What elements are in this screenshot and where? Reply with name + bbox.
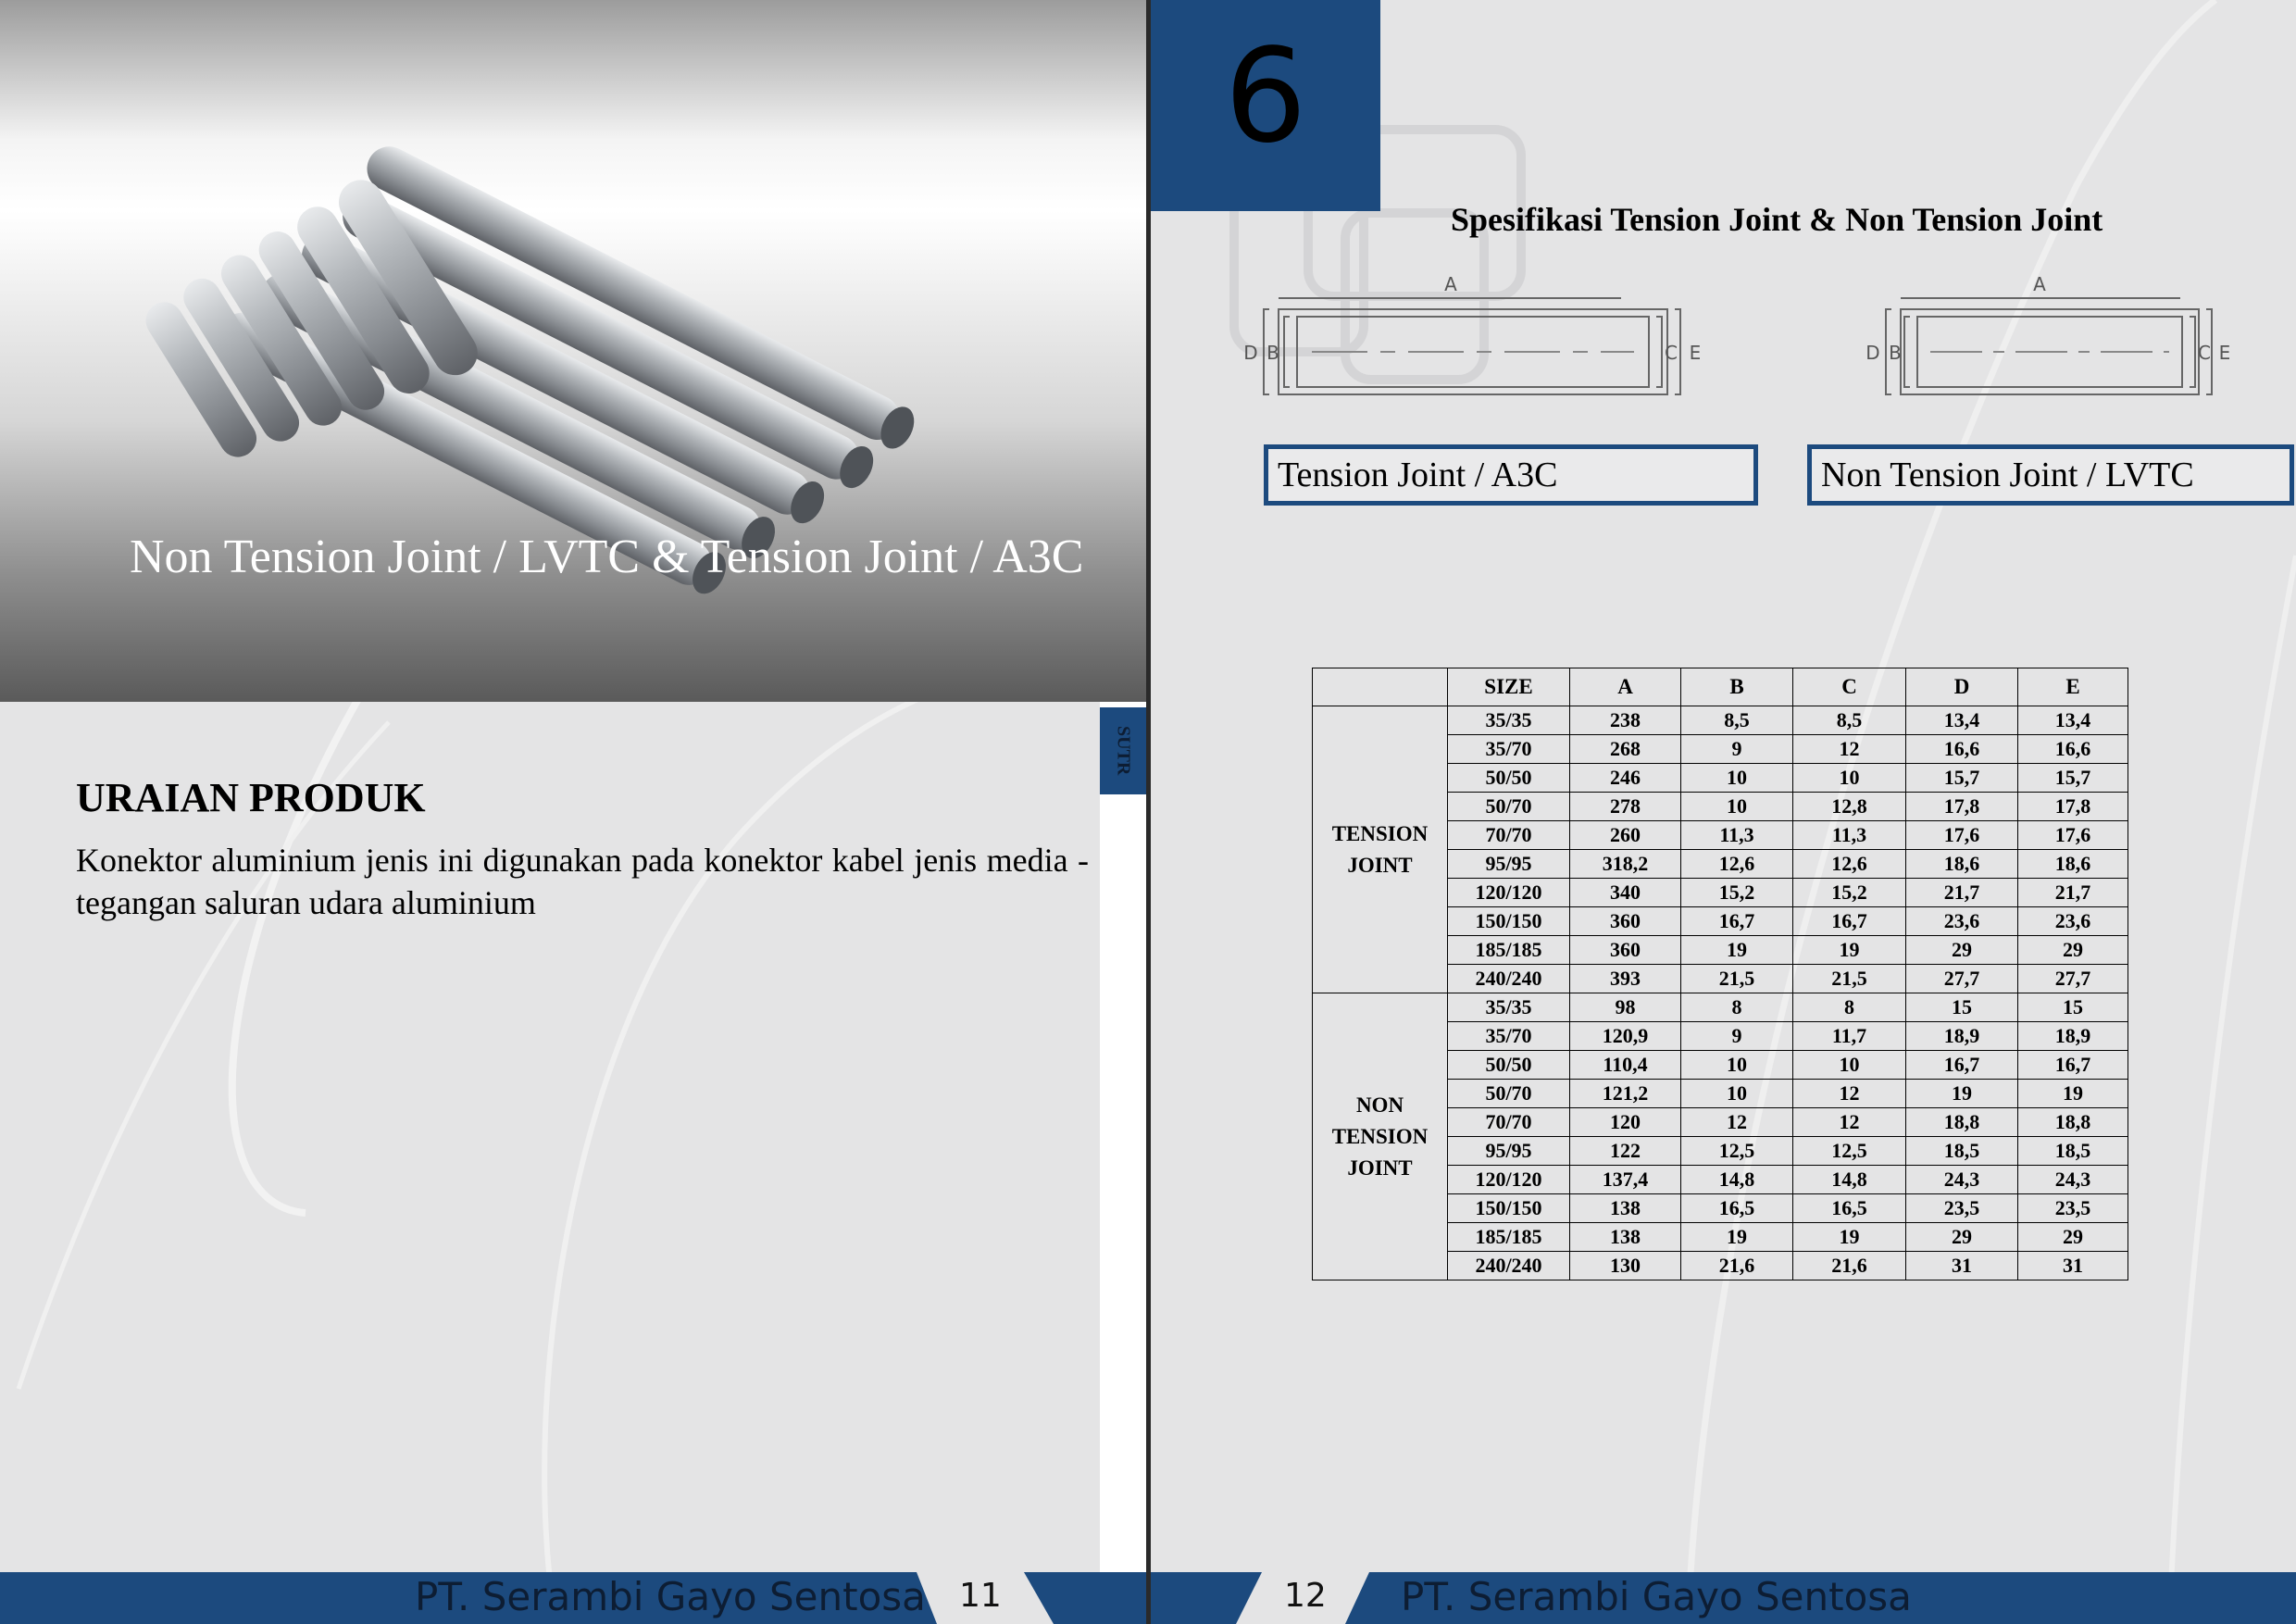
dimension-cell: 340 <box>1570 879 1681 907</box>
dimension-cell: 21,6 <box>1793 1252 1906 1280</box>
dimension-cell: 110,4 <box>1570 1051 1681 1080</box>
size-cell: 50/70 <box>1448 793 1570 821</box>
size-cell: 35/70 <box>1448 1022 1570 1051</box>
size-cell: 50/50 <box>1448 1051 1570 1080</box>
dimension-cell: 12 <box>1793 1108 1906 1137</box>
dim-e-label: E <box>1689 342 1702 364</box>
dimension-cell: 23,5 <box>2018 1194 2128 1223</box>
dimension-cell: 27,7 <box>1906 965 2018 993</box>
dimension-cell: 14,8 <box>1681 1166 1793 1194</box>
dimension-cell: 10 <box>1681 764 1793 793</box>
size-cell: 95/95 <box>1448 850 1570 879</box>
dimension-cell: 18,5 <box>2018 1137 2128 1166</box>
group-label <box>1313 706 1448 993</box>
column-header: E <box>2018 668 2128 706</box>
dimension-cell: 18,6 <box>2018 850 2128 879</box>
dimension-cell: 18,9 <box>1906 1022 2018 1051</box>
size-cell: 185/185 <box>1448 936 1570 965</box>
dimension-cell: 246 <box>1570 764 1681 793</box>
dimension-cell: 17,8 <box>1906 793 2018 821</box>
dimension-cell: 16,6 <box>2018 735 2128 764</box>
dimension-cell: 318,2 <box>1570 850 1681 879</box>
dim-c-label: C <box>1665 342 1678 364</box>
spec-title: Spesifikasi Tension Joint & Non Tension Joint <box>1451 201 2103 238</box>
dimension-cell: 15,2 <box>1793 879 1906 907</box>
dimension-cell: 10 <box>1681 793 1793 821</box>
dim-e-label: E <box>2218 342 2231 364</box>
size-cell: 35/35 <box>1448 706 1570 735</box>
dimension-cell: 9 <box>1681 735 1793 764</box>
dim-d-label: D <box>1243 342 1258 364</box>
dim-b-label: B <box>1267 342 1279 364</box>
dimension-cell: 16,7 <box>1681 907 1793 936</box>
size-cell: 150/150 <box>1448 907 1570 936</box>
table-row <box>1313 993 2128 1022</box>
size-cell: 150/150 <box>1448 1194 1570 1223</box>
dimension-cell: 29 <box>2018 936 2128 965</box>
dimension-cell: 16,7 <box>1906 1051 2018 1080</box>
side-tab <box>1100 707 1146 794</box>
tension-joint-label: Tension Joint / A3C <box>1264 444 1758 506</box>
dimension-cell: 21,5 <box>1681 965 1793 993</box>
non-tension-joint-diagram <box>1854 269 2271 417</box>
specification-table <box>1312 668 2128 1280</box>
dimension-cell: 12,6 <box>1793 850 1906 879</box>
dimension-cell: 16,5 <box>1793 1194 1906 1223</box>
dimension-cell: 11,3 <box>1793 821 1906 850</box>
chapter-number: 6 <box>1224 21 1307 172</box>
dimension-cell: 21,6 <box>1681 1252 1793 1280</box>
left-page <box>0 0 1146 1624</box>
dimension-cell: 18,8 <box>2018 1108 2128 1137</box>
dimension-cell: 24,3 <box>2018 1166 2128 1194</box>
dimension-cell: 31 <box>2018 1252 2128 1280</box>
size-cell: 50/50 <box>1448 764 1570 793</box>
side-tab-label: SUTR <box>1113 726 1134 776</box>
dimension-cell: 18,5 <box>1906 1137 2018 1166</box>
dimension-cell: 12,5 <box>1793 1137 1906 1166</box>
dimension-cell: 29 <box>1906 936 2018 965</box>
dimension-cell: 138 <box>1570 1194 1681 1223</box>
dimension-cell: 238 <box>1570 706 1681 735</box>
dimension-cell: 120,9 <box>1570 1022 1681 1051</box>
table-row <box>1313 706 2128 735</box>
dimension-cell: 15,7 <box>2018 764 2128 793</box>
aluminium-joints-image <box>0 0 1146 702</box>
side-strip <box>1100 702 1146 1572</box>
dimension-cell: 16,5 <box>1681 1194 1793 1223</box>
dimension-cell: 19 <box>2018 1080 2128 1108</box>
dimension-cell: 15,2 <box>1681 879 1793 907</box>
group-label-line: JOINT <box>1347 1156 1413 1180</box>
dimension-cell: 19 <box>1793 936 1906 965</box>
size-cell: 120/120 <box>1448 879 1570 907</box>
size-cell: 50/70 <box>1448 1080 1570 1108</box>
dimension-cell: 17,6 <box>2018 821 2128 850</box>
dimension-cell: 13,4 <box>1906 706 2018 735</box>
page-number: 12 <box>1284 1577 1327 1615</box>
dimension-cell: 122 <box>1570 1137 1681 1166</box>
size-cell: 240/240 <box>1448 1252 1570 1280</box>
dimension-cell: 130 <box>1570 1252 1681 1280</box>
dimension-cell: 17,6 <box>1906 821 2018 850</box>
size-cell: 35/70 <box>1448 735 1570 764</box>
dimension-cell: 11,7 <box>1793 1022 1906 1051</box>
dimension-cell: 12 <box>1681 1108 1793 1137</box>
non-tension-joint-label: Non Tension Joint / LVTC <box>1807 444 2294 506</box>
dimension-cell: 10 <box>1793 764 1906 793</box>
dimension-cell: 15 <box>1906 993 2018 1022</box>
dimension-cell: 8 <box>1681 993 1793 1022</box>
group-label-line: TENSION <box>1331 821 1429 845</box>
group-label-line: TENSION <box>1331 1124 1429 1148</box>
dimension-cell: 8,5 <box>1793 706 1906 735</box>
dimension-cell: 18,9 <box>2018 1022 2128 1051</box>
dimension-cell: 16,7 <box>2018 1051 2128 1080</box>
column-header: A <box>1570 668 1681 706</box>
dimension-cell: 17,8 <box>2018 793 2128 821</box>
group-label-line: NON <box>1355 1093 1404 1117</box>
dimension-cell: 23,6 <box>1906 907 2018 936</box>
size-cell: 120/120 <box>1448 1166 1570 1194</box>
dim-a-label: A <box>1444 273 1457 295</box>
dimension-cell: 31 <box>1906 1252 2018 1280</box>
description-body: Konektor aluminium jenis ini digunakan pada konektor kabel jenis media - tegangan saluran udara aluminium <box>76 842 1089 921</box>
dimension-cell: 12,8 <box>1793 793 1906 821</box>
dimension-cell: 15 <box>2018 993 2128 1022</box>
dimension-cell: 120 <box>1570 1108 1681 1137</box>
dimension-cell: 98 <box>1570 993 1681 1022</box>
tension-joint-diagram <box>1232 269 1751 417</box>
dimension-cell: 19 <box>1681 936 1793 965</box>
dimension-cell: 121,2 <box>1570 1080 1681 1108</box>
dimension-cell: 29 <box>1906 1223 2018 1252</box>
table-body <box>1313 706 2128 1280</box>
group-label-line: JOINT <box>1347 853 1413 877</box>
dim-b-label: B <box>1889 342 1902 364</box>
dimension-cell: 27,7 <box>2018 965 2128 993</box>
dimension-cell: 138 <box>1570 1223 1681 1252</box>
description-heading: URAIAN PRODUK <box>76 775 426 820</box>
dimension-cell: 137,4 <box>1570 1166 1681 1194</box>
dimension-cell: 13,4 <box>2018 706 2128 735</box>
dimension-cell: 10 <box>1793 1051 1906 1080</box>
size-cell: 185/185 <box>1448 1223 1570 1252</box>
dimension-cell: 21,5 <box>1793 965 1906 993</box>
dimension-cell: 12 <box>1793 735 1906 764</box>
dimension-cell: 19 <box>1681 1223 1793 1252</box>
dimension-cell: 18,8 <box>1906 1108 2018 1137</box>
dimension-cell: 16,6 <box>1906 735 2018 764</box>
dimension-cell: 12,5 <box>1681 1137 1793 1166</box>
column-header: SIZE <box>1448 668 1570 706</box>
dimension-cell: 8,5 <box>1681 706 1793 735</box>
dimension-cell: 268 <box>1570 735 1681 764</box>
dimension-cell: 10 <box>1681 1080 1793 1108</box>
column-header: D <box>1906 668 2018 706</box>
dimension-cell: 21,7 <box>2018 879 2128 907</box>
dimension-cell: 12 <box>1793 1080 1906 1108</box>
dimension-cell: 19 <box>1906 1080 2018 1108</box>
dim-a-label: A <box>2033 273 2046 295</box>
dimension-cell: 18,6 <box>1906 850 2018 879</box>
size-cell: 70/70 <box>1448 1108 1570 1137</box>
column-header <box>1313 668 1448 706</box>
dimension-cell: 14,8 <box>1793 1166 1906 1194</box>
page-number: 11 <box>959 1577 1002 1615</box>
table-header-row <box>1313 668 2128 706</box>
dimension-cell: 19 <box>1793 1223 1906 1252</box>
dimension-cell: 23,6 <box>2018 907 2128 936</box>
dimension-cell: 10 <box>1681 1051 1793 1080</box>
dimension-cell: 23,5 <box>1906 1194 2018 1223</box>
footer-company: PT. Serambi Gayo Sentosa <box>415 1574 926 1619</box>
dimension-cell: 29 <box>2018 1223 2128 1252</box>
column-header: C <box>1793 668 1906 706</box>
dimension-cell: 12,6 <box>1681 850 1793 879</box>
dimension-cell: 9 <box>1681 1022 1793 1051</box>
right-page <box>1151 0 2296 1624</box>
dimension-cell: 278 <box>1570 793 1681 821</box>
dimension-cell: 8 <box>1793 993 1906 1022</box>
dimension-cell: 11,3 <box>1681 821 1793 850</box>
dimension-cell: 260 <box>1570 821 1681 850</box>
size-cell: 240/240 <box>1448 965 1570 993</box>
dimension-cell: 393 <box>1570 965 1681 993</box>
chapter-box <box>1151 0 1380 211</box>
dimension-cell: 360 <box>1570 936 1681 965</box>
size-cell: 35/35 <box>1448 993 1570 1022</box>
dimension-cell: 16,7 <box>1793 907 1906 936</box>
footer-company: PT. Serambi Gayo Sentosa <box>1401 1574 1912 1619</box>
dimension-cell: 24,3 <box>1906 1166 2018 1194</box>
size-cell: 70/70 <box>1448 821 1570 850</box>
size-cell: 95/95 <box>1448 1137 1570 1166</box>
group-label <box>1313 993 1448 1280</box>
dimension-cell: 21,7 <box>1906 879 2018 907</box>
hero-caption: Non Tension Joint / LVTC & Tension Joint / A3C <box>130 531 1084 583</box>
dim-d-label: D <box>1866 342 1880 364</box>
dimension-cell: 360 <box>1570 907 1681 936</box>
column-header: B <box>1681 668 1793 706</box>
dimension-cell: 15,7 <box>1906 764 2018 793</box>
dim-c-label: C <box>2198 342 2211 364</box>
product-photo <box>0 0 1146 702</box>
